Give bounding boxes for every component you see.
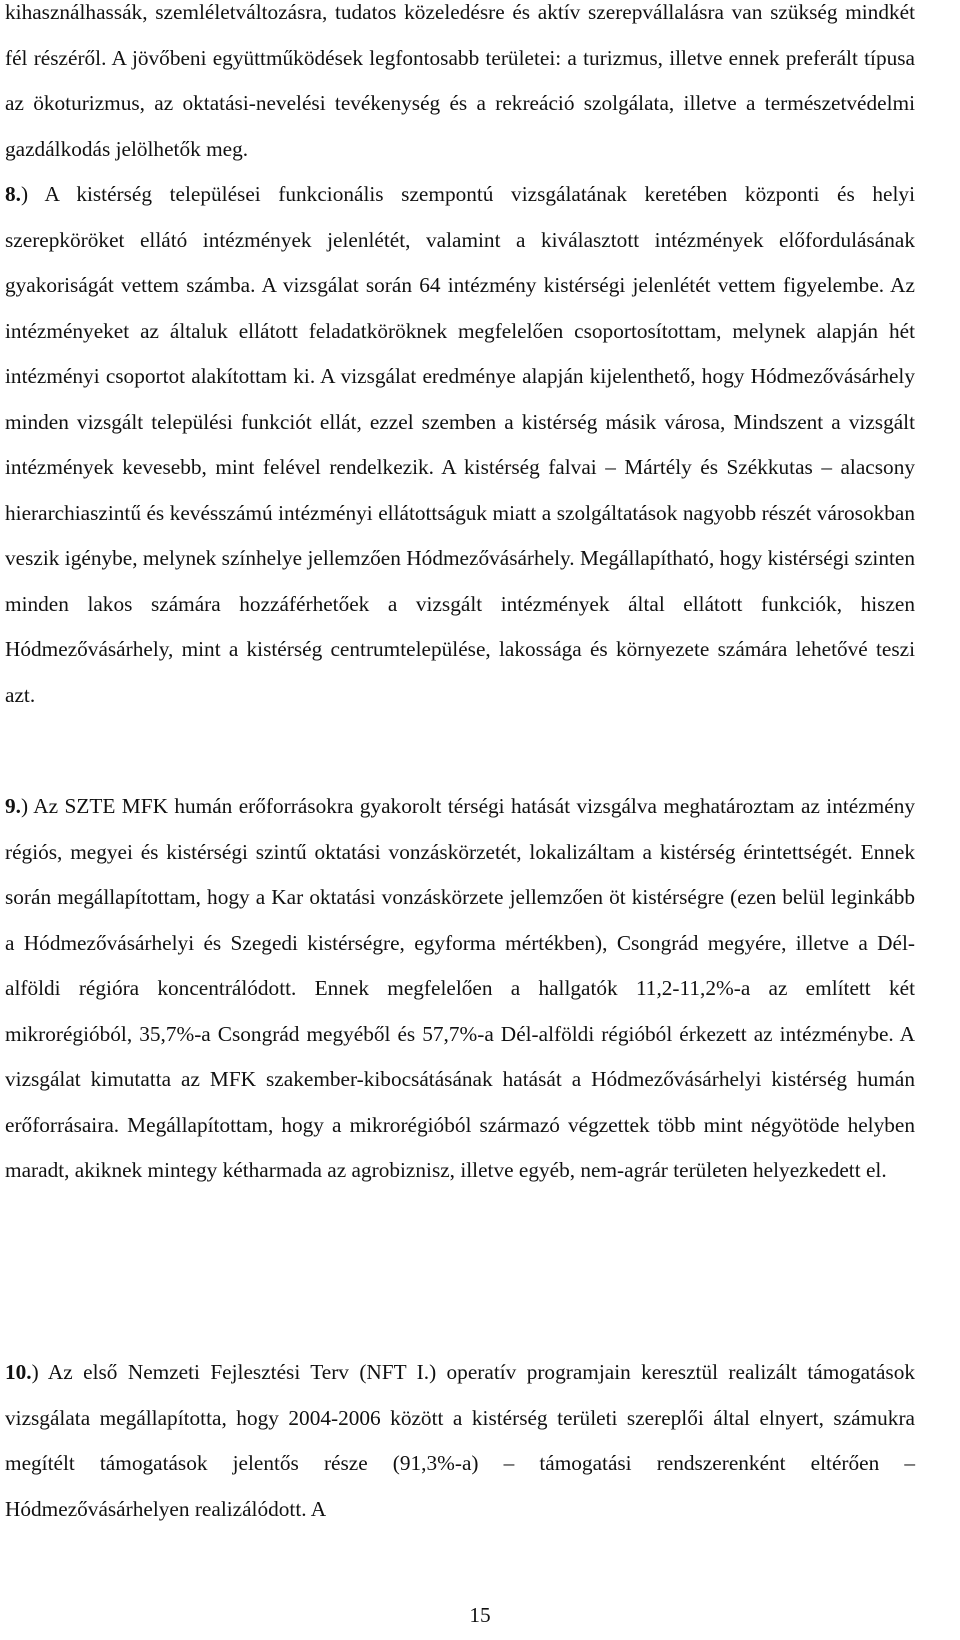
- finding-9-text: Az SZTE MFK humán erőforrásokra gyakorolt térségi hatását vizsgálva meghatároztam az intézmény régiós, megyei és kistérségi szintű oktatási vonzáskörzetét, lokalizáltam a kistérség érintettségét. Ennek során megállapítottam, hogy a Kar oktatási vonzáskörzete jellemzően öt kistérségre (ezen belül leginkább a Hódmezővásárhelyi és Szegedi kistérségre, egyforma mértékben), Csongrád megyére, illetve a Dél-alföldi régióra koncentrálódott. Ennek megfelelően a hallgatók 11,2-11,2%-a az említett két mikrorégióból, 35,7%-a Csongrád megyéből és 57,7%-a Dél-alföldi régióból érkezett az intézménybe. A vizsgálat kimutatta az MFK szakember-kibocsátásának hatását a Hódmezővásárhelyi kistérség humán erőforrásaira. Megállapítottam, hogy a mikrorégióból származó végzettek több mint négyötöde helyben maradt, akiknek mintegy kétharmada az agrobiznisz, illetve egyéb, nem-agrár területen helyezkedett el.: [5, 794, 915, 1182]
- finding-9-paren: ): [20, 794, 29, 818]
- finding-8-paragraph: [5, 172, 915, 718]
- finding-9-paragraph: [5, 784, 915, 1194]
- finding-9-number: 9.: [5, 794, 21, 818]
- intro-text: kihasználhassák, szemléletváltozásra, tudatos közeledésre és aktív szerepvállalásra van szükség mindkét fél részéről. A jövőbeni együttműködések legfontosabb területei: a turizmus, illetve ennek preferált típusa az ökoturizmus, az oktatási-nevelési tevékenység és a rekreáció szolgálata, illetve a természetvédelmi gazdálkodás jelölhetők meg.: [5, 0, 915, 161]
- intro-paragraph: [5, 0, 915, 172]
- finding-10-paragraph: [5, 1350, 915, 1532]
- finding-8-text: A kistérség települései funkcionális szempontú vizsgálatának keretében központi és helyi szerepköröket ellátó intézmények jelenlétét, valamint a kiválasztott intézmények előfordulásának gyakoriságát vettem számba. A vizsgálat során 64 intézmény kistérségi jelenlétét vettem figyelembe. Az intézményeket az általuk ellátott feladatköröknek megfelelően csoportosítottam, melynek alapján hét intézményi csoportot alakítottam ki. A vizsgálat eredménye alapján kijelenthető, hogy Hódmezővásárhely minden vizsgált települési funkciót ellát, ezzel szemben a kistérség másik városa, Mindszent a vizsgált intézmények kevesebb, mint felével rendelkezik. A kistérség falvai – Mártély és Székkutas – alacsony hierarchiaszintű és kevésszámú intézményi ellátottságuk miatt a szolgáltatások nagyobb részét városokban veszik igénybe, melynek színhelye jellemzően Hódmezővásárhely. Megállapítható, hogy kistérségi szinten minden lakos számára hozzáférhetőek a vizsgált intézmények által ellátott funkciók, hiszen Hódmezővásárhely, mint a kistérség centrumtelepülése, lakossága és környezete számára lehetővé teszi azt.: [5, 182, 915, 707]
- finding-10-number: 10.: [5, 1360, 32, 1384]
- finding-10-text: Az első Nemzeti Fejlesztési Terv (NFT I.) operatív programjain keresztül realizált támogatások vizsgálata megállapította, hogy 2004-2006 között a kistérség területi szereplői által elnyert, számukra megítélt támogatások jelentős része (91,3%-a) – támogatási rendszerenként eltérően – Hódmezővásárhelyen realizálódott. A: [5, 1360, 915, 1521]
- page-number: 15: [469, 1603, 491, 1627]
- finding-8-number: 8.: [5, 182, 21, 206]
- finding-10-paren: ): [31, 1360, 39, 1384]
- finding-8-paren: ): [20, 182, 29, 206]
